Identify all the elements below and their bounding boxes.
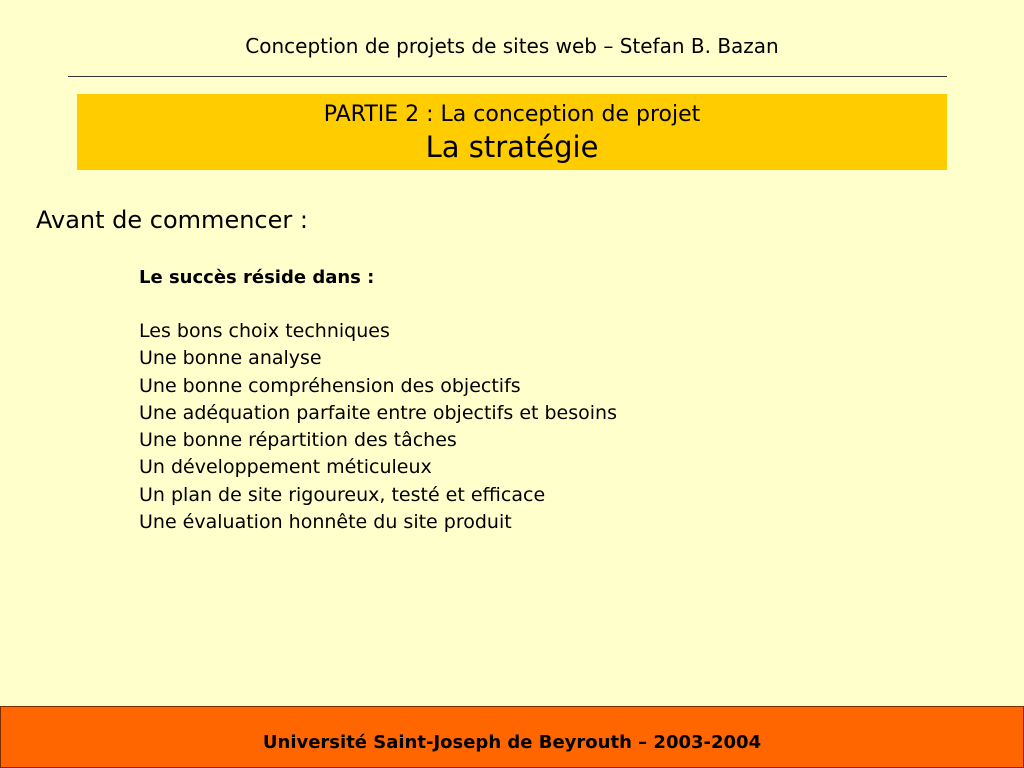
banner-subtitle: PARTIE 2 : La conception de projet xyxy=(323,102,701,127)
list-item: Une bonne analyse xyxy=(139,347,322,370)
success-factors-list xyxy=(139,318,617,536)
list-item: Une bonne répartition des tâches xyxy=(139,429,457,452)
intro-heading: Avant de commencer : xyxy=(36,206,308,234)
footer-text: Université Saint-Joseph de Beyrouth – 2003-2004 xyxy=(262,732,762,753)
list-item: Une évaluation honnête du site produit xyxy=(139,511,512,534)
header-title: Conception de projets de sites web – Stefan B. Bazan xyxy=(245,34,779,58)
list-item: Une bonne compréhension des objectifs xyxy=(139,374,521,397)
list-item: Les bons choix techniques xyxy=(139,320,390,342)
banner-title: La stratégie xyxy=(425,130,599,164)
list-item: Un développement méticuleux xyxy=(139,456,432,479)
section-banner xyxy=(77,94,947,170)
list-item: Un plan de site rigoureux, testé et efficace xyxy=(139,483,546,506)
lead-text: Le succès réside dans : xyxy=(139,267,375,288)
header-divider xyxy=(68,76,947,77)
list-item: Une adéquation parfaite entre objectifs et besoins xyxy=(139,401,617,424)
footer-bar xyxy=(0,706,1024,768)
